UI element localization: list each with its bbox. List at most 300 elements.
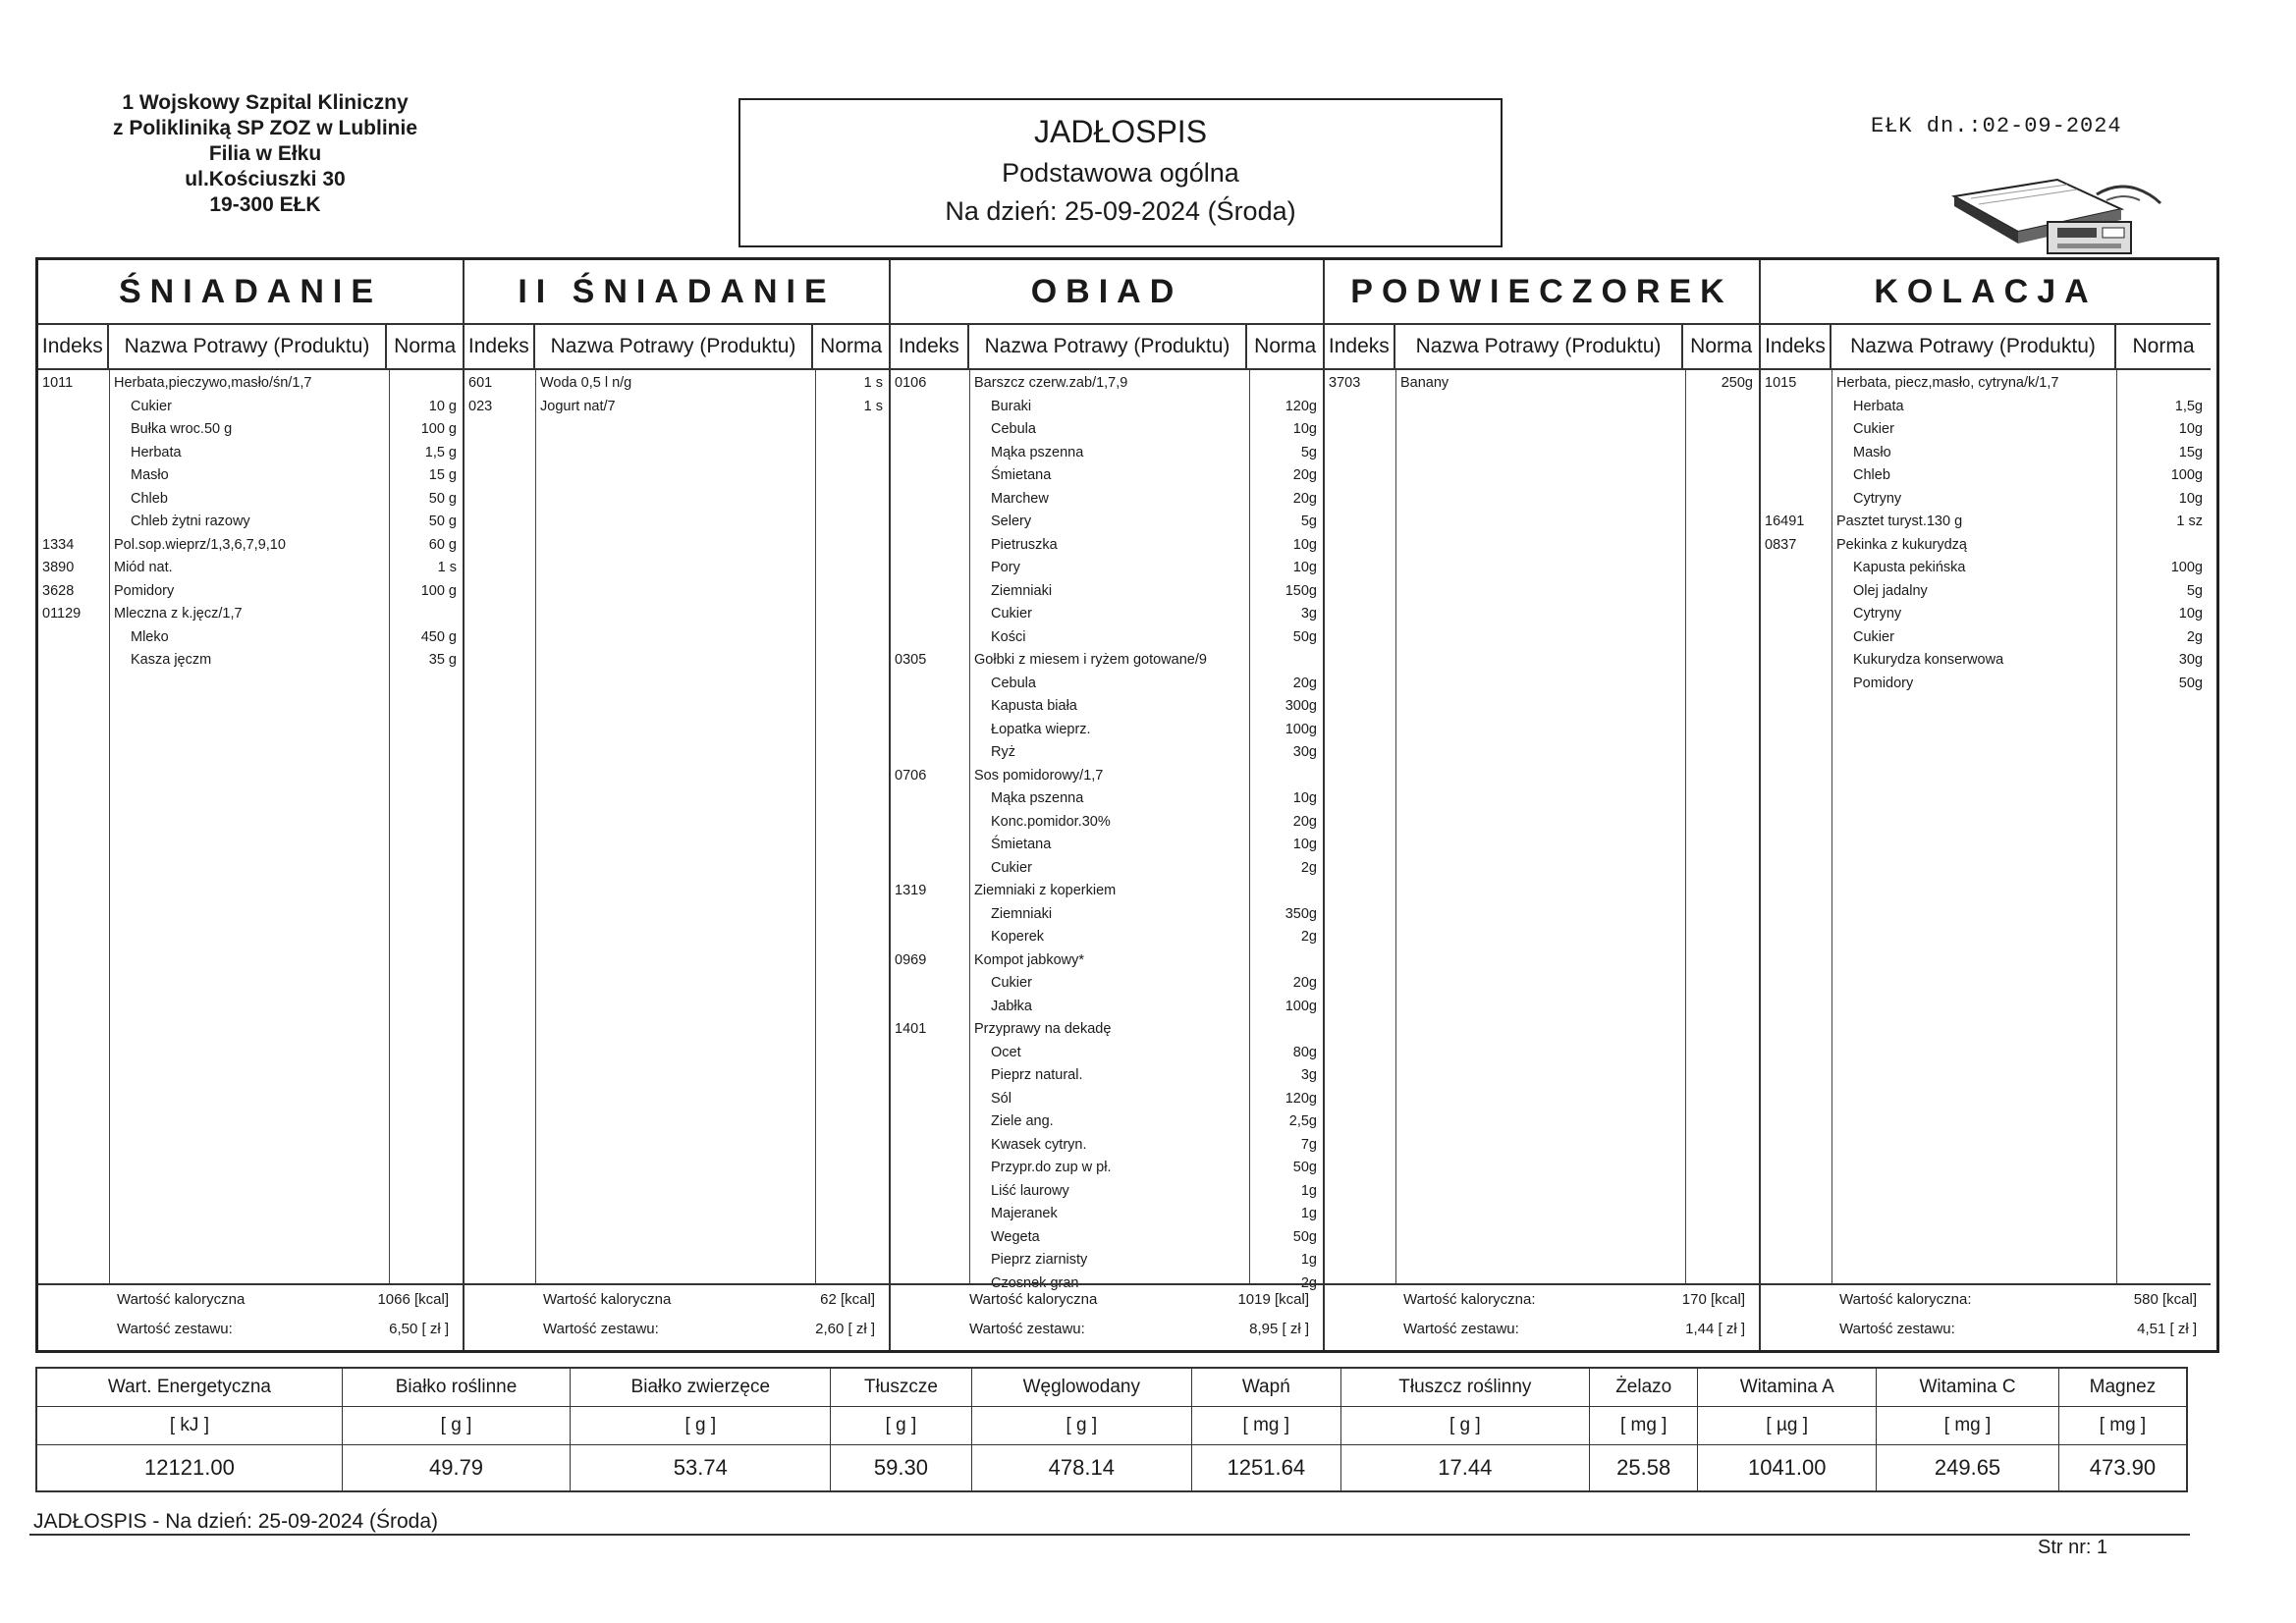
menu-item-row — [891, 1249, 1323, 1272]
item-index: 1011 — [42, 375, 74, 391]
item-norm: 10g — [1292, 560, 1317, 575]
item-norm: 100 g — [420, 582, 457, 599]
print-date: EŁK dn.:02-09-2024 — [1871, 114, 2122, 138]
page-number: Str nr: 1 — [2038, 1537, 2108, 1558]
meal-items — [1761, 372, 2211, 695]
item-name: Łopatka wieprz. — [991, 721, 1091, 737]
nutrient-header: Witamina A — [1698, 1368, 1877, 1407]
kcal-value: 62 [kcal] — [820, 1291, 875, 1308]
menu-item-row — [1761, 649, 2211, 673]
item-norm: 250g — [1721, 375, 1753, 391]
item-name: Pomidory — [1853, 675, 1914, 691]
item-norm: 350g — [1285, 905, 1317, 922]
item-norm: 35 g — [428, 652, 457, 668]
item-name: Mąka pszenna — [991, 444, 1084, 460]
menu-item-row — [465, 396, 889, 419]
menu-item-row — [1761, 626, 2211, 650]
item-norm: 1 sz — [2176, 514, 2203, 529]
item-norm: 300g — [1285, 698, 1317, 714]
nutrient-header: Tłuszcze — [831, 1368, 971, 1407]
item-norm: 15 g — [428, 467, 457, 483]
item-name: Przypr.do zup w pł. — [991, 1160, 1112, 1175]
menu-item-row — [38, 372, 463, 396]
menu-item-row — [891, 464, 1323, 488]
nutrient-unit: [ mg ] — [2058, 1407, 2187, 1445]
item-name: Barszcz czerw.zab/1,7,9 — [974, 375, 1128, 391]
item-name: Mleczna z k.jęcz/1,7 — [114, 606, 243, 622]
item-norm: 10g — [2178, 421, 2203, 437]
item-index: 0305 — [895, 652, 927, 668]
meal-title: ŚNIADANIE — [38, 260, 463, 325]
institution-line: 1 Wojskowy Szpital Kliniczny — [122, 91, 409, 114]
institution-line: ul.Kościuszki 30 — [185, 168, 346, 190]
item-name: Cebula — [991, 421, 1036, 437]
item-index: 0106 — [895, 375, 927, 391]
cost-value: 4,51 [ zł ] — [2137, 1321, 2197, 1337]
item-norm: 50 g — [428, 514, 457, 529]
item-name: Kapusta pekińska — [1853, 560, 1966, 575]
nutrition-headers — [36, 1368, 2187, 1407]
cost-label: Wartość zestawu: — [1403, 1321, 1519, 1337]
menu-item-row — [891, 649, 1323, 673]
name-header: Nazwa Potrawy (Produktu) — [535, 325, 814, 368]
item-norm: 100g — [1285, 998, 1317, 1014]
menu-item-row — [38, 557, 463, 580]
item-name: Mąka pszenna — [991, 790, 1084, 806]
menu-item-row — [38, 580, 463, 604]
item-index: 3890 — [42, 560, 75, 575]
item-name: Cukier — [991, 859, 1032, 876]
nutrition-values — [36, 1445, 2187, 1492]
nutrient-header: Białko zwierzęce — [571, 1368, 831, 1407]
meal-body — [1325, 370, 1759, 1283]
document-subtitle: Podstawowa ogólna — [1002, 158, 1239, 188]
item-norm: 150g — [1285, 582, 1317, 599]
item-norm: 100g — [2170, 467, 2203, 483]
item-name: Kasza jęczm — [131, 652, 212, 668]
item-norm: 50g — [1292, 1160, 1317, 1175]
item-norm: 80g — [1292, 1044, 1317, 1060]
item-name: Cukier — [1853, 421, 1894, 437]
menu-item-row — [891, 603, 1323, 626]
item-name: Ziemniaki — [991, 582, 1053, 599]
footer-divider — [29, 1534, 2190, 1536]
menu-item-row — [1761, 511, 2211, 534]
nutrient-value: 1251.64 — [1192, 1445, 1340, 1492]
item-name: Ziele ang. — [991, 1113, 1054, 1129]
item-norm: 1,5 g — [424, 444, 457, 460]
nutrient-unit: [ g ] — [831, 1407, 971, 1445]
item-norm: 10g — [1292, 837, 1317, 852]
item-norm: 1,5g — [2174, 398, 2203, 414]
item-norm: 1 s — [863, 375, 883, 391]
item-norm: 100g — [2170, 560, 2203, 575]
menu-item-row — [891, 396, 1323, 419]
item-norm: 20g — [1292, 467, 1317, 483]
item-name: Herbata, piecz,masło, cytryna/k/1,7 — [1836, 375, 2059, 391]
menu-item-row — [891, 1088, 1323, 1111]
menu-item-row — [1761, 464, 2211, 488]
item-name: Śmietana — [991, 837, 1052, 852]
menu-item-row — [891, 534, 1323, 558]
cost-label: Wartość zestawu: — [1839, 1321, 1955, 1337]
item-name: Kości — [991, 628, 1026, 645]
item-norm: 1g — [1300, 1182, 1317, 1199]
menu-item-row — [38, 511, 463, 534]
menu-item-row — [891, 857, 1323, 881]
item-norm: 3g — [1300, 1067, 1317, 1083]
meal-footer — [38, 1283, 463, 1350]
nutrient-value: 59.30 — [831, 1445, 971, 1492]
institution-line: Filia w Ełku — [208, 142, 322, 165]
nutrition-units — [36, 1407, 2187, 1445]
meal-footer — [891, 1283, 1323, 1350]
item-name: Wegeta — [991, 1228, 1040, 1245]
item-name: Sól — [991, 1090, 1011, 1107]
item-index: 0706 — [895, 767, 927, 784]
item-name: Woda 0,5 l n/g — [540, 375, 632, 391]
item-name: Koperek — [991, 929, 1045, 945]
item-name: Cukier — [991, 975, 1032, 991]
meal-footer — [465, 1283, 889, 1350]
kcal-value: 1019 [kcal] — [1237, 1291, 1309, 1308]
item-name: Pekinka z kukurydzą — [1836, 536, 1967, 553]
item-name: Olej jadalny — [1853, 582, 1928, 599]
meal-items — [891, 372, 1323, 1295]
meal-body — [891, 370, 1323, 1291]
item-name: Kapusta biała — [991, 698, 1077, 714]
item-index: 3703 — [1329, 375, 1361, 391]
norm-header: Norma — [1254, 335, 1317, 357]
item-name: Herbata,pieczywo,masło/śn/1,7 — [114, 375, 312, 391]
nutrient-header: Witamina C — [1877, 1368, 2059, 1407]
menu-item-row — [891, 488, 1323, 512]
item-name: Selery — [991, 514, 1032, 529]
page-footer-title: JADŁOSPIS - Na dzień: 25-09-2024 (Środa) — [33, 1510, 439, 1533]
menu-item-row — [38, 442, 463, 465]
index-header: Indeks — [1325, 325, 1395, 368]
item-name: Czosnek gran — [991, 1274, 1079, 1291]
menu-item-row — [891, 949, 1323, 973]
meal-column-ii-sniadanie — [465, 260, 891, 1350]
item-norm: 20g — [1292, 813, 1317, 830]
menu-item-row — [891, 834, 1323, 857]
meal-items — [465, 372, 889, 418]
document-date: Na dzień: 25-09-2024 (Środa) — [945, 196, 1296, 226]
item-norm: 450 g — [420, 628, 457, 645]
nutrient-unit: [ g ] — [571, 1407, 831, 1445]
item-name: Masło — [131, 467, 169, 483]
item-norm: 20g — [1292, 675, 1317, 691]
menu-item-row — [1761, 488, 2211, 512]
nutrient-value: 25.58 — [1590, 1445, 1698, 1492]
meal-items — [1325, 372, 1759, 396]
nutrient-value: 478.14 — [971, 1445, 1192, 1492]
nutrient-value: 53.74 — [571, 1445, 831, 1492]
item-norm: 7g — [1300, 1136, 1317, 1153]
menu-item-row — [891, 765, 1323, 788]
menu-item-row — [891, 372, 1323, 396]
column-headers — [465, 325, 889, 370]
item-index: 0837 — [1765, 536, 1797, 553]
menu-item-row — [38, 534, 463, 558]
item-index: 023 — [468, 398, 493, 414]
item-name: Mleko — [131, 628, 169, 645]
name-header: Nazwa Potrawy (Produktu) — [1395, 325, 1684, 368]
meal-column-kolacja — [1761, 260, 2211, 1350]
menu-item-row — [891, 1018, 1323, 1042]
item-name: Ziemniaki z koperkiem — [974, 883, 1117, 898]
item-norm: 60 g — [428, 536, 457, 553]
item-name: Majeranek — [991, 1206, 1058, 1221]
nutrient-unit: [ µg ] — [1698, 1407, 1877, 1445]
item-index: 16491 — [1765, 514, 1805, 529]
menu-item-row — [891, 903, 1323, 927]
item-name: Pasztet turyst.130 g — [1836, 514, 1963, 529]
item-index: 1319 — [895, 883, 927, 898]
menu-item-row — [891, 880, 1323, 903]
item-norm: 100 g — [420, 421, 457, 437]
nutrient-value: 249.65 — [1877, 1445, 2059, 1492]
item-index: 601 — [468, 375, 493, 391]
item-norm: 50g — [1292, 628, 1317, 645]
meal-column-podwieczorek — [1325, 260, 1761, 1350]
menu-item-row — [465, 372, 889, 396]
menu-item-row — [38, 464, 463, 488]
menu-item-row — [891, 1203, 1323, 1226]
menu-item-row — [38, 418, 463, 442]
menu-item-row — [891, 1064, 1323, 1088]
item-name: Masło — [1853, 444, 1891, 460]
menu-item-row — [891, 1110, 1323, 1134]
norm-header: Norma — [2132, 335, 2195, 357]
item-name: Sos pomidorowy/1,7 — [974, 767, 1104, 784]
menu-item-row — [891, 511, 1323, 534]
nutrient-header: Wart. Energetyczna — [36, 1368, 342, 1407]
kcal-label: Wartość kaloryczna: — [1839, 1291, 1972, 1308]
item-norm: 10 g — [428, 398, 457, 414]
item-name: Liść laurowy — [991, 1182, 1069, 1199]
item-name: Marchew — [991, 490, 1049, 507]
menu-item-row — [1761, 396, 2211, 419]
item-index: 1334 — [42, 536, 75, 553]
item-norm: 10g — [1292, 536, 1317, 553]
item-norm: 5g — [1300, 514, 1317, 529]
norm-header: Norma — [1690, 335, 1753, 357]
menu-item-row — [891, 1180, 1323, 1204]
index-header: Indeks — [891, 325, 969, 368]
item-name: Miód nat. — [114, 560, 173, 575]
item-norm: 10g — [2178, 606, 2203, 622]
menu-table — [35, 257, 2219, 1353]
menu-item-row — [891, 1134, 1323, 1158]
nutrient-value: 1041.00 — [1698, 1445, 1877, 1492]
menu-item-row — [38, 396, 463, 419]
item-name: Konc.pomidor.30% — [991, 813, 1111, 830]
item-name: Cebula — [991, 675, 1036, 691]
menu-item-row — [891, 673, 1323, 696]
name-header: Nazwa Potrawy (Produktu) — [1831, 325, 2116, 368]
nutrient-unit: [ mg ] — [1192, 1407, 1340, 1445]
menu-item-row — [891, 1042, 1323, 1065]
kcal-value: 580 [kcal] — [2133, 1291, 2197, 1308]
item-name: Jabłka — [991, 998, 1032, 1014]
nutrient-unit: [ kJ ] — [36, 1407, 342, 1445]
cost-value: 2,60 [ zł ] — [815, 1321, 875, 1337]
cost-value: 6,50 [ zł ] — [389, 1321, 449, 1337]
nutrient-value: 12121.00 — [36, 1445, 342, 1492]
meal-column-obiad — [891, 260, 1325, 1350]
item-index: 1015 — [1765, 375, 1797, 391]
name-header: Nazwa Potrawy (Produktu) — [969, 325, 1248, 368]
menu-item-row — [891, 557, 1323, 580]
menu-item-row — [891, 442, 1323, 465]
item-name: Cytryny — [1853, 606, 1902, 622]
nutrient-unit: [ g ] — [1340, 1407, 1590, 1445]
menu-item-row — [38, 649, 463, 673]
item-norm: 20g — [1292, 975, 1317, 991]
menu-item-row — [1761, 372, 2211, 396]
menu-item-row — [891, 811, 1323, 835]
item-norm: 100g — [1285, 721, 1317, 737]
item-name: Cytryny — [1853, 490, 1902, 507]
cost-label: Wartość zestawu: — [543, 1321, 659, 1337]
item-name: Kwasek cytryn. — [991, 1136, 1087, 1153]
item-name: Pietruszka — [991, 536, 1058, 553]
item-norm: 1g — [1300, 1206, 1317, 1221]
meal-body — [465, 370, 889, 1283]
menu-item-row — [891, 926, 1323, 949]
kcal-label: Wartość kaloryczna — [543, 1291, 672, 1308]
menu-item-row — [891, 972, 1323, 996]
meal-title: PODWIECZOREK — [1325, 260, 1759, 325]
kcal-label: Wartość kaloryczna: — [1403, 1291, 1536, 1308]
item-index: 1401 — [895, 1021, 927, 1037]
item-name: Ryż — [991, 744, 1015, 760]
index-header: Indeks — [465, 325, 535, 368]
menu-item-row — [38, 626, 463, 650]
meal-body — [1761, 370, 2211, 1283]
item-name: Ocet — [991, 1044, 1021, 1060]
nutrient-header: Węglowodany — [971, 1368, 1192, 1407]
nutrient-header: Magnez — [2058, 1368, 2187, 1407]
item-norm: 50g — [2178, 675, 2203, 691]
norm-header: Norma — [820, 335, 883, 357]
item-norm: 2,5g — [1288, 1113, 1317, 1129]
institution-address — [88, 90, 442, 218]
nutrient-unit: [ mg ] — [1590, 1407, 1698, 1445]
menu-item-row — [891, 626, 1323, 650]
item-norm: 30g — [2178, 652, 2203, 668]
name-header: Nazwa Potrawy (Produktu) — [109, 325, 388, 368]
item-name: Buraki — [991, 398, 1032, 414]
menu-item-row — [891, 1157, 1323, 1180]
item-name: Śmietana — [991, 467, 1052, 483]
item-name: Pieprz ziarnisty — [991, 1252, 1088, 1268]
meal-title: KOLACJA — [1761, 260, 2211, 325]
item-name: Cukier — [131, 398, 172, 414]
menu-item-row — [1761, 557, 2211, 580]
meal-column-sniadanie — [38, 260, 465, 1350]
kcal-value: 170 [kcal] — [1681, 1291, 1745, 1308]
menu-item-row — [891, 695, 1323, 719]
nutrition-summary-table — [35, 1367, 2188, 1492]
menu-item-row — [1761, 534, 2211, 558]
menu-item-row — [1761, 418, 2211, 442]
index-header: Indeks — [38, 325, 109, 368]
nutrient-header: Żelazo — [1590, 1368, 1698, 1407]
item-norm: 2g — [1300, 859, 1317, 876]
item-norm: 10g — [1292, 421, 1317, 437]
item-norm: 3g — [1300, 606, 1317, 622]
item-name: Banany — [1400, 375, 1449, 391]
nutrient-value: 17.44 — [1340, 1445, 1590, 1492]
book-and-printer-icon — [1949, 155, 2175, 263]
menu-item-row — [891, 996, 1323, 1019]
item-name: Cukier — [1853, 628, 1894, 645]
meal-title: II ŚNIADANIE — [465, 260, 889, 325]
menu-item-row — [891, 580, 1323, 604]
meal-title: OBIAD — [891, 260, 1323, 325]
menu-item-row — [1761, 603, 2211, 626]
cost-value: 8,95 [ zł ] — [1249, 1321, 1309, 1337]
item-index: 0969 — [895, 951, 927, 968]
item-name: Kukurydza konserwowa — [1853, 652, 2004, 668]
item-norm: 50 g — [428, 490, 457, 507]
item-norm: 20g — [1292, 490, 1317, 507]
nutrient-header: Białko roślinne — [342, 1368, 570, 1407]
menu-item-row — [1761, 673, 2211, 696]
item-norm: 5g — [1300, 444, 1317, 460]
nutrient-value: 473.90 — [2058, 1445, 2187, 1492]
item-name: Chleb — [131, 490, 168, 507]
item-norm: 10g — [2178, 490, 2203, 507]
menu-item-row — [38, 488, 463, 512]
item-name: Przyprawy na dekadę — [974, 1021, 1112, 1037]
menu-item-row — [1761, 442, 2211, 465]
item-norm: 120g — [1285, 398, 1317, 414]
nutrient-unit: [ g ] — [342, 1407, 570, 1445]
item-norm: 1 s — [863, 398, 883, 414]
item-norm: 5g — [2186, 582, 2203, 599]
menu-item-row — [891, 1226, 1323, 1250]
column-headers — [891, 325, 1323, 370]
index-header: Indeks — [1761, 325, 1831, 368]
item-index: 3628 — [42, 582, 75, 599]
item-name: Chleb żytni razowy — [131, 514, 250, 529]
cost-value: 1,44 [ zł ] — [1685, 1321, 1745, 1337]
item-name: Bułka wroc.50 g — [131, 421, 233, 437]
item-norm: 120g — [1285, 1090, 1317, 1107]
column-headers — [1761, 325, 2211, 370]
nutrient-header: Wapń — [1192, 1368, 1340, 1407]
menu-item-row — [891, 741, 1323, 765]
item-norm: 50g — [1292, 1228, 1317, 1245]
item-name: Pomidory — [114, 582, 175, 599]
column-headers — [1325, 325, 1759, 370]
cost-label: Wartość zestawu: — [969, 1321, 1085, 1337]
institution-line: 19-300 EŁK — [209, 193, 321, 216]
menu-item-row — [891, 719, 1323, 742]
item-name: Chleb — [1853, 467, 1890, 483]
item-norm: 10g — [1292, 790, 1317, 806]
item-index: 01129 — [42, 606, 82, 622]
nutrient-value: 49.79 — [342, 1445, 570, 1492]
kcal-label: Wartość kaloryczna — [969, 1291, 1098, 1308]
nutrient-header: Tłuszcz roślinny — [1340, 1368, 1590, 1407]
item-name: Jogurt nat/7 — [540, 398, 616, 414]
menu-item-row — [1761, 580, 2211, 604]
